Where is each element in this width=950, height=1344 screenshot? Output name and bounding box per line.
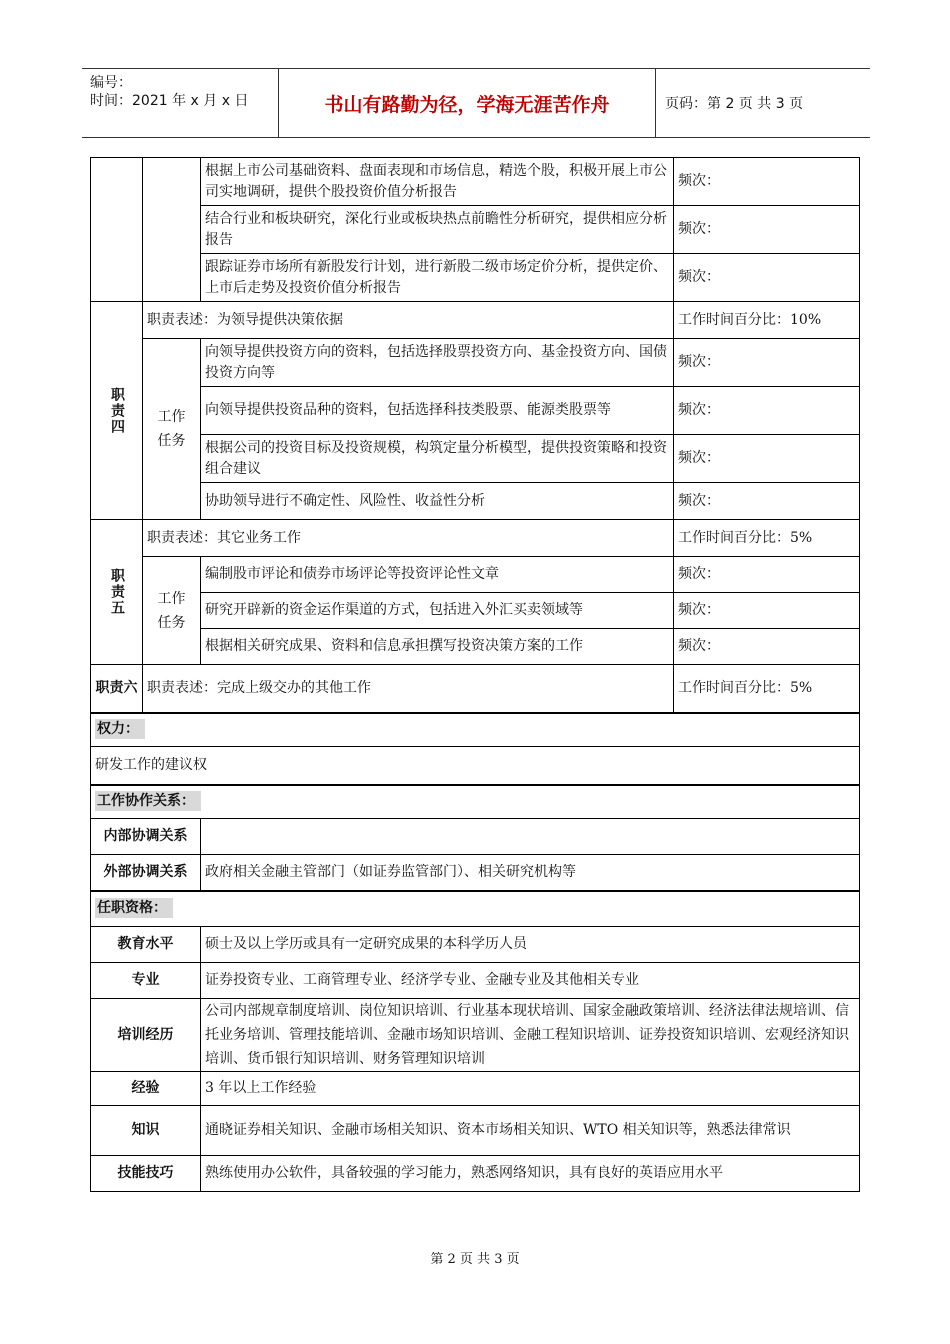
qualification-row [91,1072,860,1106]
task-frequency: 频次： [674,593,860,629]
external-relation-value: 政府相关金融主管部门（如证券监管部门）、相关研究机构等 [201,855,860,891]
qualification-label: 技能技巧 [91,1156,201,1192]
duty-time-percentage: 工作时间百分比：10% [674,302,860,339]
power-content: 研发工作的建议权 [91,747,860,785]
task-frequency: 频次： [674,158,860,206]
section-title-text: 工作协作关系： [95,791,201,811]
task-text: 编制股市评论和债券市场评论等投资评论性文章 [201,557,674,593]
power-row [91,747,860,785]
duty-time-percentage: 工作时间百分比：5% [674,520,860,557]
duty-time-percentage: 工作时间百分比：5% [674,665,860,713]
task-row [91,387,860,435]
task-frequency: 频次： [674,254,860,302]
task-row [91,435,860,483]
task-row [91,483,860,520]
task-frequency: 频次： [674,206,860,254]
qualification-row [91,1106,860,1156]
task-frequency: 频次： [674,387,860,435]
task-text: 协助领导进行不确定性、风险性、收益性分析 [201,483,674,520]
task-text: 根据相关研究成果、资料和信息承担撰写投资决策方案的工作 [201,629,674,665]
task-frequency: 频次： [674,629,860,665]
qualification-value: 硕士及以上学历或具有一定研究成果的本科学历人员 [201,927,860,963]
task-text: 根据上市公司基础资料、盘面表现和市场信息，精选个股，积极开展上市公司实地调研，提供个股投资价值分析报告 [201,158,674,206]
internal-relation-label: 内部协调关系 [91,819,201,855]
qualification-value: 通晓证券相关知识、金融市场相关知识、资本市场相关知识、WTO 相关知识等，熟悉法律常识 [201,1106,860,1156]
duty5-label: 职责五 [91,520,143,665]
relation-row [91,855,860,891]
task-row [91,593,860,629]
section-header-row [91,713,860,747]
qualification-label: 经验 [91,1072,201,1106]
task-text: 结合行业和板块研究，深化行业或板块热点前瞻性分析研究，提供相应分析报告 [201,206,674,254]
task-label: 工作任务 [143,339,201,520]
document-date-label: 时间：2021 年 x 月 x 日 [90,93,249,109]
section-title-text: 权力： [95,719,145,739]
header-meta [82,69,278,137]
qualification-label: 培训经历 [91,999,201,1072]
header-page-number: 页码：第 2 页 共 3 页 [665,96,804,112]
qualification-value: 证券投资专业、工商管理专业、经济学专业、金融专业及其他相关专业 [201,963,860,999]
task-text: 向领导提供投资方向的资料，包括选择股票投资方向、基金投资方向、国债投资方向等 [201,339,674,387]
page-header [82,68,870,138]
qualification-value: 3 年以上工作经验 [201,1072,860,1106]
document-number-label: 编号： [90,75,132,91]
task-text: 根据公司的投资目标及投资规模，构筑定量分析模型，提供投资策略和投资组合建议 [201,435,674,483]
qualification-label: 知识 [91,1106,201,1156]
relation-row [91,819,860,855]
task-row [91,206,860,254]
page-footer: 第 2 页 共 3 页 [430,1252,520,1267]
section-title-relations [91,785,860,819]
task-text: 研究开辟新的资金运作渠道的方式，包括进入外汇买卖领域等 [201,593,674,629]
duty4-label: 职责四 [91,302,143,520]
section-header-row [91,891,860,927]
duty-description: 职责表述：其它业务工作 [143,520,674,557]
task-frequency: 频次： [674,483,860,520]
duty3-task-label-cell [143,158,201,302]
qualification-row [91,999,860,1072]
task-frequency: 频次： [674,435,860,483]
task-row [91,629,860,665]
qualification-row [91,1156,860,1192]
task-text: 跟踪证券市场所有新股发行计划，进行新股二级市场定价分析，提供定价、上市后走势及投资价值分析报告 [201,254,674,302]
qualification-label: 专业 [91,963,201,999]
task-row [91,339,860,387]
qualification-row [91,963,860,999]
task-row [91,158,860,206]
task-text: 向领导提供投资品种的资料，包括选择科技类股票、能源类股票等 [201,387,674,435]
internal-relation-value [201,819,860,855]
qualification-value: 公司内部规章制度培训、岗位知识培训、行业基本现状培训、国家金融政策培训、经济法律法规培训、信托业务培训、管理技能培训、金融市场知识培训、金融工程知识培训、证券投资知识培训、宏观经济知识培训、货币银行知识培训、财务管理知识培训 [201,999,860,1072]
section-title-power [91,713,860,747]
section-header-row [91,785,860,819]
duty-description: 职责表述：完成上级交办的其他工作 [143,665,674,713]
duty-row [91,302,860,339]
task-frequency: 频次： [674,339,860,387]
task-label: 工作任务 [143,557,201,665]
duty-row [91,520,860,557]
duty-description: 职责表述：为领导提供决策依据 [143,302,674,339]
qualification-row [91,927,860,963]
external-relation-label: 外部协调关系 [91,855,201,891]
qualification-label: 教育水平 [91,927,201,963]
task-row [91,557,860,593]
task-row [91,254,860,302]
section-title-qualifications [91,891,860,927]
duty-row [91,665,860,713]
duty6-label: 职责六 [91,665,143,713]
qualification-value: 熟练使用办公软件，具备较强的学习能力，熟悉网络知识，具有良好的英语应用水平 [201,1156,860,1192]
task-frequency: 频次： [674,557,860,593]
duty3-label-cell [91,158,143,302]
section-title-text: 任职资格： [95,898,173,918]
job-description-table [90,157,860,1192]
header-motto: 书山有路勤为径，学海无涯苦作舟 [278,69,656,137]
